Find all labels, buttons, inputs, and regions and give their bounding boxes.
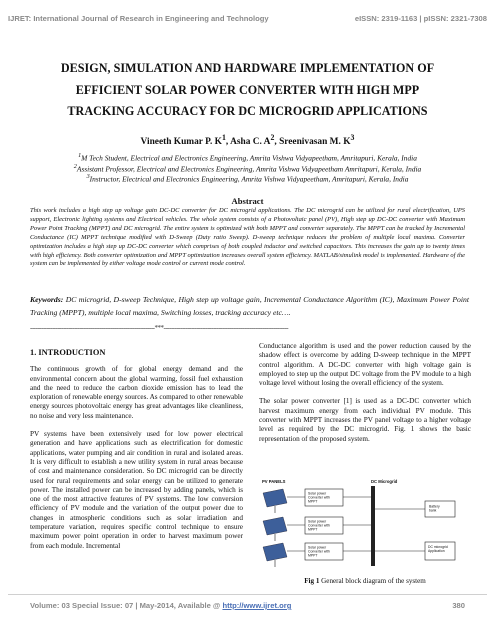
affiliation-3-sup: 3 xyxy=(86,174,90,181)
figure-caption xyxy=(259,577,471,585)
label-pv-panels: PV PANELS xyxy=(262,479,286,484)
journal-link[interactable]: http://www.ijret.org xyxy=(222,601,292,610)
keywords-label: Keywords: xyxy=(30,295,64,304)
section-separator: --------------------------------------------------------------------***-------------------------------------------------------------------- xyxy=(30,324,289,332)
label-dc-microgrid: DC Microgrid xyxy=(371,479,398,484)
affiliations xyxy=(0,152,495,184)
author-3: Sreenivasan M. K xyxy=(279,137,351,148)
author-1: Vineeth Kumar P. K xyxy=(140,137,222,148)
author-3-sup: 3 xyxy=(350,133,355,142)
abstract-body: This work includes a high step up voltage gain DC-DC converter for DC microgrid applications. The DC microgrid can be utilized for rural electrification, UPS support, Electronic lighting systems and Electrical vehicles. The whole system consists of a Photovoltaic panel (PV), High step up DC-DC converter with Maximum Power Point Tracking (MPPT) and DC microgrid. The entire system is optimized with both MPPT and converter separately. The MPPT can be tracked by Incremental Conductance (IC) MPPT technique modified with D-Sweep (Duty ratio Sweep). D-sweep technique reduces the problem of multiple local maxima. Converter optimization includes a high step up DC-DC converter which comprises of both coupled inductor and switched capacitors. This increases the gain up to twenty times with high efficiency. Both converter optimization and MPPT optimization increases overall system efficiency. MATLAB/simulink model is implemented. Hardware of the system can be implemented by either voltage mode control or current mode control. xyxy=(30,207,465,268)
author-2-sup: 2 xyxy=(270,133,275,142)
affiliation-2-sup: 2 xyxy=(73,163,77,170)
issn: eISSN: 2319-1163 | pISSN: 2321-7308 xyxy=(354,14,487,23)
title-line-3: TRACKING ACCURACY FOR DC MICROGRID APPLICATIONS xyxy=(67,104,428,118)
intro-paragraph-1: The continuous growth of for global energy demand and the environmental concern about the global warming, fossil fuel exhaustion and the need to reduce the carbon dioxide emission has to lead the exploration of renewable energy sources. As compared to other renewable energy sources photovoltaic energy has great advantages like cleanliness, no noise and very less maintenance. xyxy=(30,365,244,420)
system-block-diagram xyxy=(259,477,471,573)
pv-panel-icon xyxy=(263,517,287,541)
author-1-sup: 1 xyxy=(221,133,226,142)
affiliation-1 xyxy=(0,152,495,163)
converter-label-1: Solar power Converter with MPPT xyxy=(308,491,330,504)
battery-label: Battery bank xyxy=(429,504,440,513)
affiliation-1-sup: 1 xyxy=(78,153,82,159)
running-header xyxy=(8,14,487,23)
application-label: DC microgrid Application xyxy=(428,545,448,553)
intro-paragraph-2: PV systems have been extensively used for low power electrical generation and have applications such as electrification for domestic applications, water pumping and air condition in rural and isolated areas. It is very difficult to establish a new utility system in rural areas because of cost and maintenance consideration. So DC microgrid can be directly used for rural requirements and solar energy can be utilized to generate power. The installed power can be increased by adding panels, which is one of the most attractive features of PV systems. The low conversion efficiency of PV module and the variation of the output power due to changes in atmospheric conditions such as solar irradiation and temperature variation, requires specific control technique to ensure maximum power point operation in order to harvest maximum power from each module. Incremental xyxy=(30,430,243,550)
converter-label-2: Solar power Converter with MPPT xyxy=(308,519,330,532)
abstract-heading: Abstract xyxy=(231,196,264,206)
converter-block-1 xyxy=(305,489,343,506)
caption-text: General block diagram of the system xyxy=(321,577,426,585)
pv-panel-icon xyxy=(263,489,287,513)
affiliation-2-text: Assistant Professor, Electrical and Electronics Engineering, Amrita Vishwa Vidyapeetham Amritapuri, Kerala, India xyxy=(76,164,422,174)
author-list: Vineeth Kumar P. $K^1$, Asha C. $A^2$, Sreenivasan M. $K^3$ xyxy=(140,133,355,148)
dc-bus xyxy=(371,486,375,566)
affiliation-3 xyxy=(0,173,495,184)
pv-panel-icon xyxy=(263,543,287,567)
title-line-2: EFFICIENT SOLAR POWER CONVERTER WITH HIGH MPP xyxy=(75,82,420,97)
journal-name: IJRET: International Journal of Research in Engineering and Technology xyxy=(8,14,269,23)
keywords xyxy=(30,293,469,319)
footer-volume-text: Volume: 03 Special Issue: 07 | May-2014, Available @ xyxy=(30,601,223,610)
footer-volume xyxy=(30,601,291,610)
converter-block-2 xyxy=(305,517,343,534)
converter-block-3 xyxy=(305,543,343,560)
battery-bank-block xyxy=(425,501,455,517)
affiliation-2 xyxy=(0,163,495,174)
page-footer xyxy=(30,601,465,610)
converter-label-3: Solar power Converter with MPPT xyxy=(308,545,330,558)
author-2: Asha C. A xyxy=(230,137,271,148)
right-paragraph-2: The solar power converter [1] is used as a DC-DC converter which harvest maximum energy from each individual PV module. This converter with MPPT increases the PV panel voltage to a higher voltage level as required by the DC microgrid. Fig. 1 shows the basic representation of the proposed system. xyxy=(259,397,471,443)
left-column xyxy=(30,348,243,560)
affiliation-1-text: M Tech Student, Electrical and Electronics Engineering, Amrita Vishwa Vidyapeetham, Amritapuri, Kerala, India xyxy=(81,153,417,163)
keywords-text: DC microgrid, D-sweep Technique, High step up voltage gain, Incremental Conductance Algorithm (IC), Maximum Power Point Tracking (MPPT), multiple local maxima, Switching losses, tracking accuracy etc…. xyxy=(30,295,469,317)
page-number: 380 xyxy=(452,601,465,610)
right-column xyxy=(259,342,471,453)
paper-title xyxy=(10,58,485,123)
title-line-1: DESIGN, SIMULATION AND HARDWARE IMPLEMENTATION OF xyxy=(60,61,435,75)
right-paragraph-1: Conductance algorithm is used and the power reduction caused by the shadow effect is overcome by adding D-sweep technique in the MPPT control algorithm. A DC-DC converter with high voltage gain is employed to step up the output DC voltage from the PV module to a high voltage level without losing the overall efficiency of the system. xyxy=(259,342,471,388)
section-heading-introduction: 1. INTRODUCTION xyxy=(30,348,106,357)
caption-label: Fig 1 xyxy=(304,577,320,585)
affiliation-3-text: Instructor, Electrical and Electronics Engineering, Amrita Vishwa Vidyapeetham, Amritapuri, Kerala, India xyxy=(89,174,409,184)
footer-rule xyxy=(8,594,487,595)
application-block xyxy=(425,542,455,560)
